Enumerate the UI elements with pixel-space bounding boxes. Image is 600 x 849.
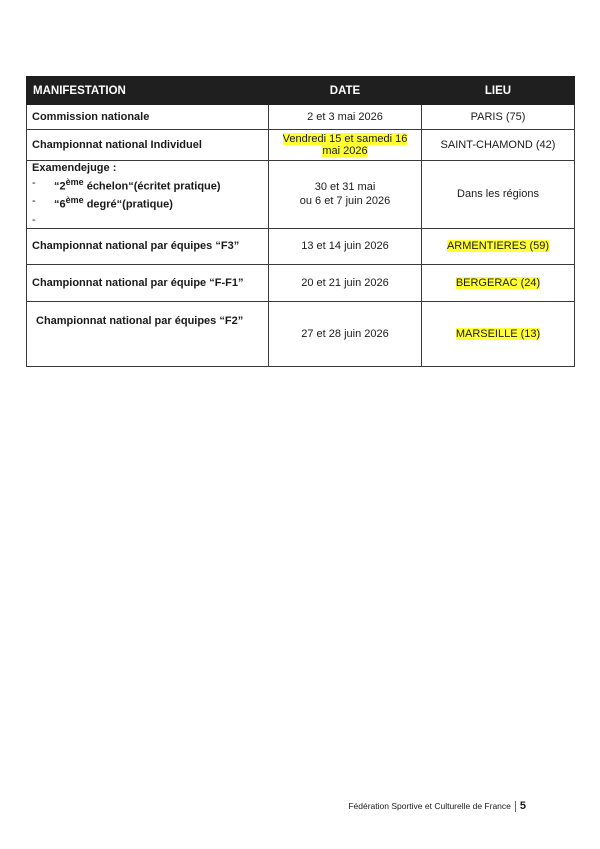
event-date-cell (269, 130, 422, 161)
exam-level-suffix: ème (65, 176, 84, 187)
table-header-row (27, 77, 575, 105)
event-date: 20 et 21 juin 2026 (269, 264, 422, 301)
event-place-highlighted: ARMENTIERES (59) (446, 240, 550, 253)
event-name: Commission nationale (27, 105, 269, 130)
footer-divider (515, 801, 516, 812)
event-name: Championnat national par équipes “F2” (27, 301, 269, 366)
footer-organization: Fédération Sportive et Culturelle de France (348, 801, 511, 811)
event-place: PARIS (75) (422, 105, 575, 130)
event-place-cell (422, 264, 575, 301)
page-footer (348, 800, 526, 812)
table-row (27, 161, 575, 229)
dash-marker: - (32, 213, 36, 226)
exam-level-text: degré“(pratique) (83, 199, 173, 211)
table-row (27, 130, 575, 161)
event-place-cell (422, 228, 575, 264)
event-date: 27 et 28 juin 2026 (269, 301, 422, 366)
page-number: 5 (519, 800, 526, 812)
exam-level-text: échelon“(écritet pratique) (83, 180, 221, 193)
event-date-line-1: 30 et 31 mai (314, 180, 376, 193)
exam-level-number: “6 (54, 199, 66, 211)
event-date-line-2: ou 6 et 7 juin 2026 (299, 195, 391, 208)
table-row (27, 264, 575, 301)
exam-cell (27, 161, 269, 229)
exam-title: Examendejuge : (32, 162, 117, 174)
event-name: Championnat national Individuel (27, 130, 269, 161)
event-date-highlighted: Vendredi 15 et samedi 16 mai 2026 (282, 133, 408, 157)
header-lieu: LIEU (422, 77, 575, 105)
dash-marker: - (32, 176, 36, 189)
event-place: Dans les régions (422, 161, 575, 229)
exam-level-number: “2 (54, 180, 66, 193)
header-date: DATE (269, 77, 422, 105)
event-date: 13 et 14 juin 2026 (269, 228, 422, 264)
event-place-cell (422, 301, 575, 366)
table-row (27, 105, 575, 130)
exam-level-suffix: ème (65, 195, 84, 206)
exam-line-3 (32, 213, 263, 228)
exam-line-2 (32, 194, 263, 213)
dash-marker: - (32, 195, 36, 208)
event-place-highlighted: BERGERAC (24) (455, 276, 541, 289)
event-date: 2 et 3 mai 2026 (269, 105, 422, 130)
table-row (27, 301, 575, 366)
events-table (26, 76, 575, 367)
event-date-cell (269, 161, 422, 229)
event-place: SAINT-CHAMOND (42) (422, 130, 575, 161)
exam-line-1 (32, 176, 263, 195)
event-name: Championnat national par équipes “F3” (27, 228, 269, 264)
header-manifestation: MANIFESTATION (27, 77, 269, 105)
table-row (27, 228, 575, 264)
event-place-highlighted: MARSEILLE (13) (455, 327, 541, 340)
event-name: Championnat national par équipe “F-F1” (27, 264, 269, 301)
